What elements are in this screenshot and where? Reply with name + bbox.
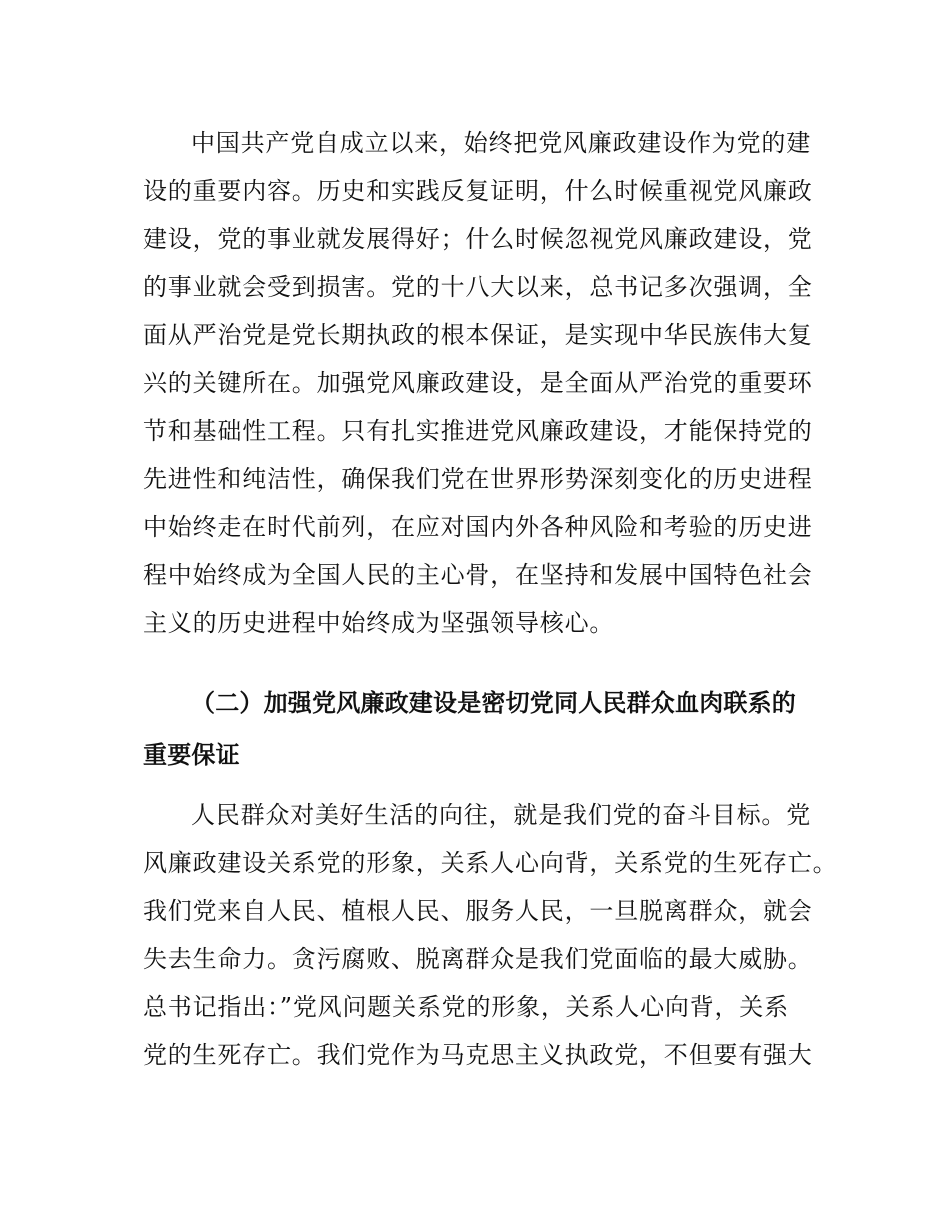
paragraph-1-line-3: 建设，党的事业就发展得好；什么时候忽视党风廉政建设，党 (143, 225, 813, 253)
paragraph-2-line-5: 总书记指出：”党风问题关系党的形象，关系人心向背，关系 (143, 993, 789, 1021)
paragraph-2-line-6: 党的生死存亡。我们党作为马克思主义执政党，不但要有强大 (143, 1041, 813, 1069)
paragraph-1-line-6: 兴的关键所在。加强党风廉政建设，是全面从严治党的重要环 (143, 369, 813, 397)
paragraph-1-line-5: 面从严治党是党长期执政的根本保证，是实现中华民族伟大复 (143, 321, 813, 349)
paragraph-2-line-1: 人民群众对美好生活的向往，就是我们党的奋斗目标。党 (191, 801, 811, 829)
paragraph-2-line-2: 风廉政建设关系党的形象，关系人心向背，关系党的生死存亡。 (143, 849, 838, 877)
paragraph-1-line-8: 先进性和纯洁性，确保我们党在世界形势深刻变化的历史进程 (143, 465, 813, 493)
paragraph-1-line-2: 设的重要内容。历史和实践反复证明，什么时候重视党风廉政 (143, 177, 813, 205)
paragraph-2-line-3: 我们党来自人民、植根人民、服务人民，一旦脱离群众，就会 (143, 897, 813, 925)
paragraph-1-line-4: 的事业就会受到损害。党的十八大以来，总书记多次强调，全 (143, 273, 813, 301)
paragraph-1-line-10: 程中始终成为全国人民的主心骨，在坚持和发展中国特色社会 (143, 561, 813, 589)
section-heading-line-1: （二）加强党风廉政建设是密切党同人民群众血肉联系的 (191, 689, 796, 717)
section-heading-line-2: 重要保证 (143, 741, 240, 769)
paragraph-1-line-7: 节和基础性工程。只有扎实推进党风廉政建设，才能保持党的 (143, 417, 813, 445)
paragraph-1-line-11: 主义的历史进程中始终成为坚强领导核心。 (143, 609, 615, 637)
paragraph-2-line-4: 失去生命力。贪污腐败、脱离群众是我们党面临的最大威胁。 (143, 945, 813, 973)
paragraph-1-line-9: 中始终走在时代前列，在应对国内外各种风险和考验的历史进 (143, 513, 813, 541)
paragraph-1-line-1: 中国共产党自成立以来，始终把党风廉政建设作为党的建 (191, 129, 811, 157)
